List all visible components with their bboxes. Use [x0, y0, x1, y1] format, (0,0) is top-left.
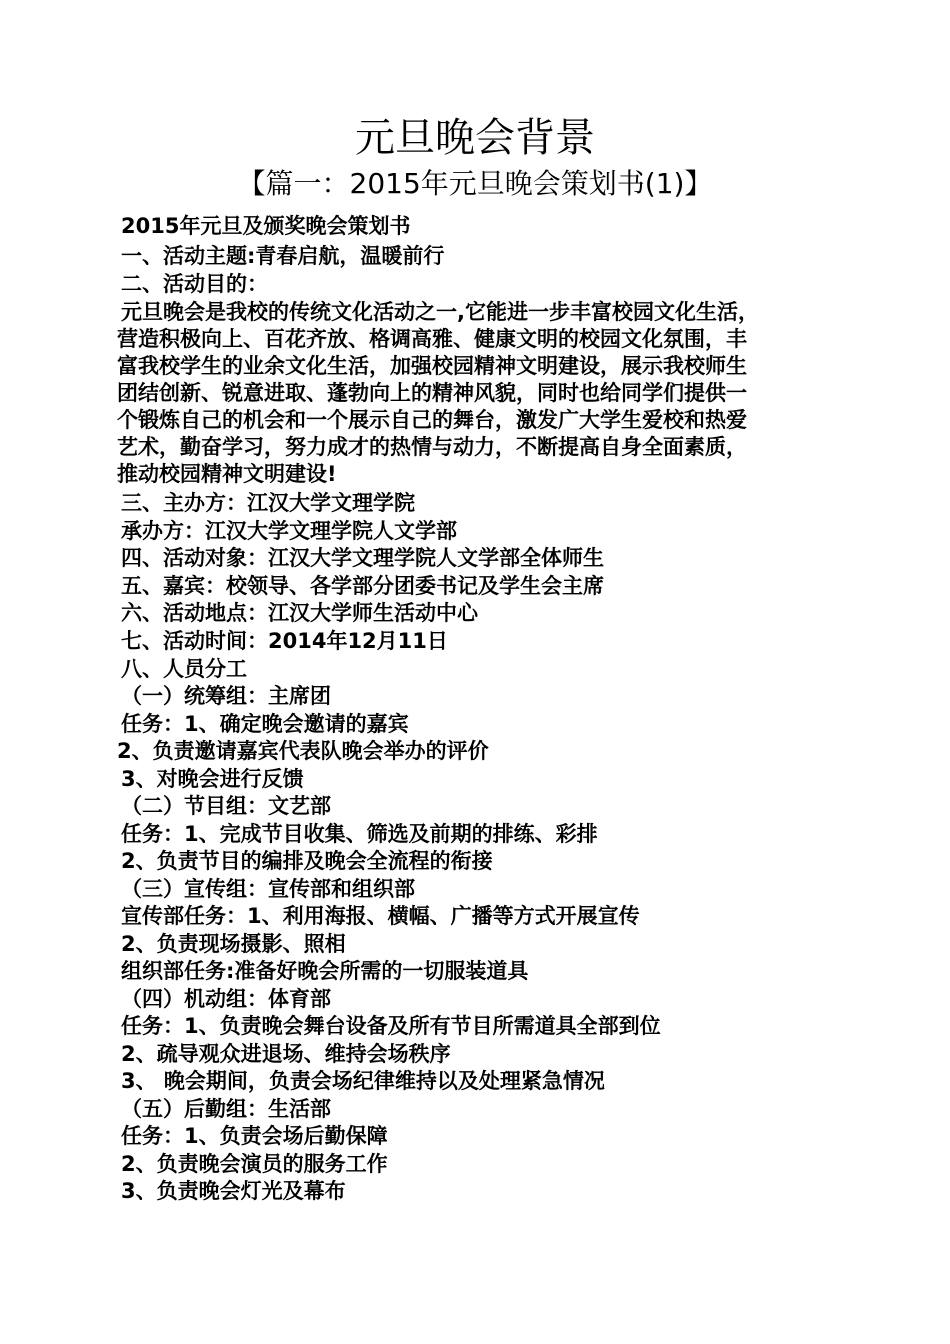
body-line: 团结创新、锐意进取、蓬勃向上的精神风貌，同时也给同学们提供一: [117, 381, 747, 405]
body-line: 3、 晚会期间，负责会场纪律维持以及处理紧急情况: [121, 1069, 605, 1093]
body-line: 个锻炼自己的机会和一个展示自己的舞台，激发广大学生爱校和热爱: [117, 408, 747, 432]
body-line: 组织部任务:准备好晚会所需的一切服装道具: [121, 959, 529, 983]
body-line: 2、负责现场摄影、照相: [121, 932, 346, 956]
body-line: （三）宣传组：宣传部和组织部: [121, 877, 415, 901]
document-title: 元旦晚会背景: [355, 115, 595, 161]
body-line: （一）统筹组：主席团: [121, 684, 331, 708]
body-line: （四）机动组：体育部: [121, 987, 331, 1011]
body-line: 推动校园精神文明建设!: [117, 462, 337, 486]
body-line: 五、嘉宾：校领导、各学部分团委书记及学生会主席: [121, 574, 604, 598]
body-line: 2015年元旦及颁奖晚会策划书: [121, 214, 411, 238]
body-line: 任务：1、负责晚会舞台设备及所有节目所需道具全部到位: [121, 1014, 661, 1038]
body-line: 艺术，勤奋学习，努力成才的热情与动力，不断提高自身全面素质，: [117, 435, 747, 459]
body-line: 任务：1、负责会场后勤保障: [121, 1124, 388, 1148]
body-line: 三、主办方：江汉大学文理学院: [121, 491, 415, 515]
body-line: 2、负责邀请嘉宾代表队晚会举办的评价: [117, 739, 489, 763]
document-subtitle: 【篇一：2015年元旦晚会策划书(1)】: [237, 167, 713, 200]
body-line: 富我校学生的业余文化生活，加强校园精神文明建设，展示我校师生: [117, 354, 747, 378]
body-line: 任务：1、完成节目收集、筛选及前期的排练、彩排: [121, 822, 598, 846]
body-line: 3、对晚会进行反馈: [121, 767, 304, 791]
body-line: 二、活动目的：: [121, 272, 268, 296]
body-line: 营造积极向上、百花齐放、格调高雅、健康文明的校园文化氛围，丰: [117, 327, 747, 351]
body-line: 七、活动时间：2014年12月11日: [121, 629, 448, 653]
body-line: 2、疏导观众进退场、维持会场秩序: [121, 1042, 451, 1066]
body-line: 八、人员分工: [121, 657, 247, 681]
body-line: 承办方：江汉大学文理学院人文学部: [121, 519, 457, 543]
body-line: （二）节目组：文艺部: [121, 794, 331, 818]
body-line: 2、负责节目的编排及晚会全流程的衔接: [121, 849, 493, 873]
body-line: （五）后勤组：生活部: [121, 1097, 331, 1121]
body-line: 3、负责晚会灯光及幕布: [121, 1179, 346, 1203]
body-line: 任务：1、确定晚会邀请的嘉宾: [121, 712, 409, 736]
body-line: 宣传部任务：1、利用海报、横幅、广播等方式开展宣传: [121, 904, 640, 928]
body-line: 一、活动主题:青春启航，温暖前行: [121, 244, 445, 268]
body-line: 元旦晚会是我校的传统文化活动之一,它能进一步丰富校园文化生活，: [121, 300, 759, 324]
body-line: 六、活动地点：江汉大学师生活动中心: [121, 601, 478, 625]
body-line: 四、活动对象：江汉大学文理学院人文学部全体师生: [121, 546, 604, 570]
body-line: 2、负责晚会演员的服务工作: [121, 1152, 388, 1176]
